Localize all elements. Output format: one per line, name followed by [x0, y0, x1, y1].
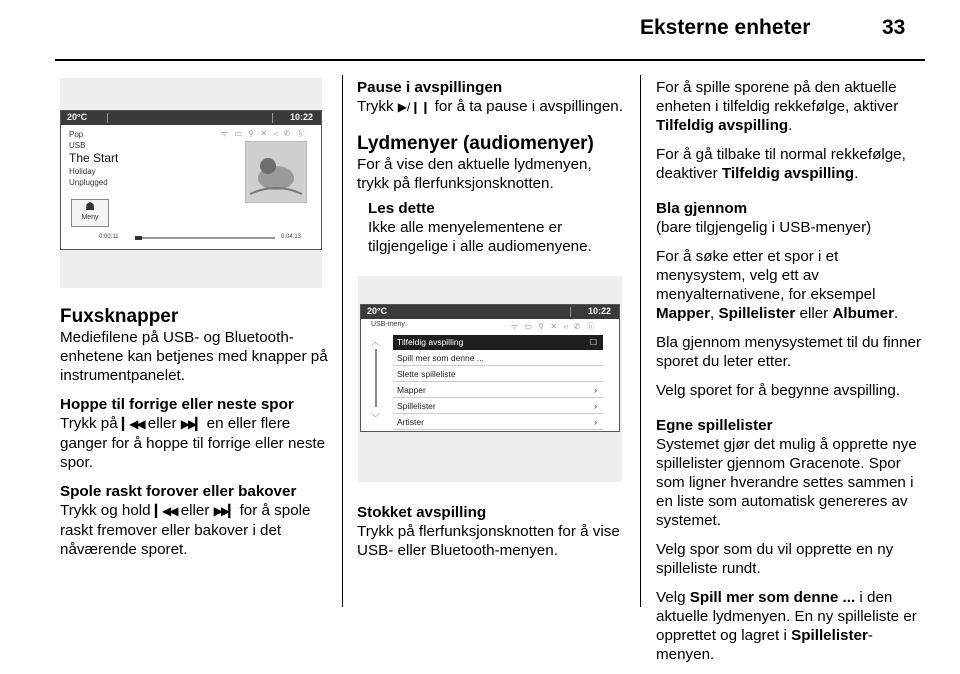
scroll-down-icon[interactable]: ﹀: [371, 413, 381, 423]
temperature: 20°C: [67, 112, 88, 122]
menu-item[interactable]: [393, 351, 603, 366]
status-bar: [361, 305, 619, 319]
menu-item-label: Spill mer som denne ...: [397, 353, 484, 363]
play-pause-icon: ▶/❙❙: [397, 100, 431, 114]
clock: 10:22: [587, 306, 611, 316]
paragraph-bla-search: [656, 247, 928, 323]
paragraph-egne-intro: Systemet gjør det mulig å opprette nye spillelister gjennom Gracenote. Spor som ligner hverandre settes sammen i en liste som automatisk genereres av systemet.: [656, 436, 917, 529]
header-rule: [55, 59, 925, 61]
album-art-image-icon: [246, 142, 306, 202]
status-separator: [272, 113, 273, 123]
paragraph-spole: [60, 501, 328, 559]
status-separator: [570, 307, 571, 317]
paragraph-egne-create: [656, 588, 928, 664]
option-name: Spillelister: [791, 627, 868, 644]
heading-spole: Spole raskt forover eller bakover: [60, 483, 297, 500]
status-bar: [61, 111, 321, 125]
text: .: [788, 117, 793, 134]
heading-pause: Pause i avspillingen: [357, 79, 503, 96]
heading-stokket: Stokket avspilling: [357, 504, 487, 521]
text: for å ta pause i avspillingen.: [430, 98, 623, 115]
heading-hoppe: Hoppe til forrige eller neste spor: [60, 396, 294, 413]
option-name: Spillelister: [718, 305, 796, 322]
menu-item-label: Mapper: [397, 385, 426, 395]
menu-item-label: Slette spilleliste: [397, 369, 456, 379]
page-number: 33: [882, 16, 906, 39]
column-3: [656, 78, 928, 674]
text: .: [894, 305, 899, 322]
text: For å søke etter et spor i et menysystem, velg ett av menyalternativene, for eksempel: [656, 248, 876, 303]
text: -menyen.: [656, 627, 873, 663]
paragraph-pause: [357, 97, 625, 117]
menu-item-mark: ›: [594, 402, 597, 411]
menu-icon: ☗: [85, 201, 95, 213]
source: USB: [69, 141, 86, 150]
text: Velg: [656, 589, 690, 606]
skip-back-icon: ▎◀◀: [121, 417, 144, 431]
note-heading: Les dette: [368, 200, 435, 217]
menu-button[interactable]: [71, 199, 109, 227]
menu-item-label: Artister: [397, 417, 424, 427]
text: Trykk: [357, 98, 398, 115]
progress-fill: [135, 236, 142, 240]
paragraph-bla-select: Velg sporet for å begynne avspilling.: [656, 382, 901, 399]
album: Unplugged: [69, 178, 108, 187]
column-divider-2: [640, 75, 641, 607]
text: For å gå tilbake til normal rekkefølge, deaktiver: [656, 146, 906, 182]
track-title: The Start: [69, 151, 119, 165]
menu-item-mark: ›: [594, 418, 597, 427]
heading-egne: Egne spillelister: [656, 417, 773, 434]
heading-bla: Bla gjennom: [656, 200, 748, 217]
text: for å spole raskt fremover eller bakover i det nåværende sporet.: [60, 502, 311, 558]
total-time: 0:04:13: [281, 234, 302, 240]
text: ,: [710, 305, 719, 322]
menu-item-label: Tilfeldig avspilling: [397, 337, 464, 347]
temperature: 20°C: [367, 306, 388, 316]
text: eller: [795, 305, 833, 322]
status-separator: [107, 113, 108, 123]
menu-button-label: Meny: [81, 214, 99, 221]
menu-item-label: Spillelister: [397, 401, 436, 411]
scrollbar[interactable]: [375, 349, 377, 407]
text: Trykk på: [60, 415, 122, 432]
usb-menu-screen: [360, 304, 620, 432]
column-divider-1: [342, 75, 343, 607]
menu-item[interactable]: [393, 367, 603, 382]
paragraph-bla-browse: Bla gjennom menysystemet til du finner sporet du leter etter.: [656, 334, 922, 370]
paragraph-stokket: Trykk på flerfunksjonsknotten for å vise USB- eller Bluetooth-menyen.: [357, 523, 620, 559]
text: en eller flere ganger for å hoppe til forrige eller neste spor.: [60, 415, 326, 471]
paragraph-lydmenyer: For å vise den aktuelle lydmenyen, trykk på flerfunksjonsknotten.: [357, 156, 592, 192]
skip-forward-icon: ▶▶▎: [213, 504, 236, 518]
artist: Holiday: [69, 167, 96, 176]
menu-item-mark: ›: [594, 386, 597, 395]
skip-back-icon: ▎◀◀: [154, 504, 177, 518]
paragraph-shuffle-on: [656, 78, 928, 135]
text: eller: [143, 415, 181, 432]
text: Trykk og hold: [60, 502, 155, 519]
text: For å spille sporene på den aktuelle enheten i tilfeldig rekkefølge, aktiver: [656, 79, 899, 115]
menu-item[interactable]: [393, 383, 603, 398]
paragraph-fuxsknapper: Mediefilene på USB- og Bluetooth-enhetene kan betjenes med knapper på instrumentpanelet.: [60, 329, 328, 384]
skip-forward-icon: ▶▶▎: [180, 417, 203, 431]
heading-lydmenyer: Lydmenyer (audiomenyer): [357, 133, 594, 154]
genre: Pop: [69, 130, 84, 139]
progress-track: [135, 237, 275, 239]
track-info: [69, 129, 118, 188]
menu-item[interactable]: [393, 415, 603, 430]
note-box: [368, 199, 625, 256]
scroll-up-icon[interactable]: ︿: [371, 337, 381, 347]
column-2-bottom: [357, 503, 625, 570]
paragraph-bla-note: (bare tilgjengelig i USB-menyer): [656, 219, 872, 236]
option-name: Spill mer som denne ...: [689, 589, 856, 606]
heading-fuxsknapper: Fuxsknapper: [60, 306, 179, 327]
option-name: Tilfeldig avspilling: [656, 117, 789, 134]
menu-item[interactable]: [393, 335, 603, 350]
column-1: [60, 306, 328, 569]
text: .: [854, 165, 859, 182]
note-text: Ikke alle menyelementene er tilgjengelige i alle audiomenyene.: [368, 219, 592, 255]
elapsed-time: 0:00:11: [99, 234, 119, 240]
paragraph-hoppe: [60, 414, 328, 472]
option-name: Albumer: [832, 305, 895, 322]
paragraph-egne-select: Velg spor som du vil opprette en ny spilleliste rundt.: [656, 541, 894, 577]
now-playing-screen: [60, 110, 322, 250]
text: eller: [176, 502, 214, 519]
usb-menu-screenshot: [358, 276, 622, 482]
column-2: [357, 78, 625, 266]
album-art: [245, 141, 307, 203]
page-header-title: Eksterne enheter: [640, 16, 811, 39]
status-icons: ᯤ ▭ ⚲ ✕ ◃ ✆ ⓑ: [221, 129, 307, 138]
text: i den aktuelle lydmenyen. En ny spilleliste er opprettet og lagret i: [656, 589, 917, 644]
menu-item-mark: ☐: [589, 338, 597, 347]
status-icons: ᯤ ▭ ⚲ ✕ ◃ ✆ ⓑ: [511, 322, 597, 331]
menu-item[interactable]: [393, 399, 603, 414]
menu-title: USB-meny: [371, 321, 405, 328]
now-playing-screenshot: [60, 78, 322, 288]
option-name: Mapper: [656, 305, 711, 322]
option-name: Tilfeldig avspilling: [721, 165, 855, 182]
paragraph-shuffle-off: [656, 145, 928, 183]
clock: 10:22: [289, 112, 313, 122]
